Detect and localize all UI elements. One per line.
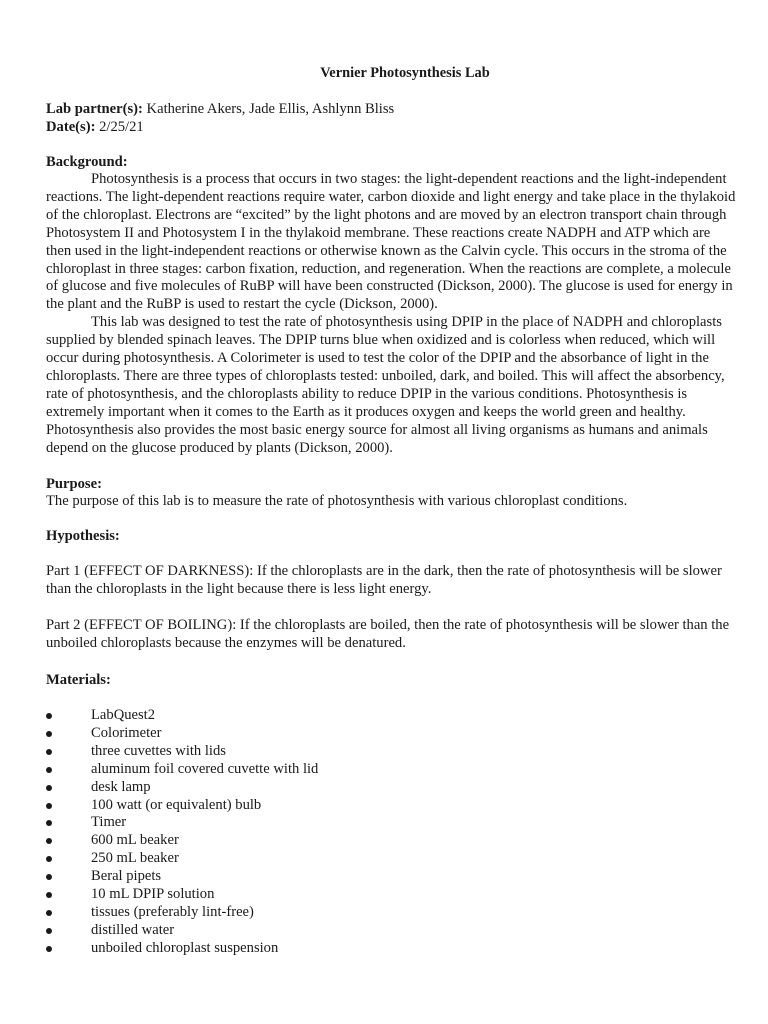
bullet-icon (46, 856, 52, 862)
lab-partners-value: Katherine Akers, Jade Ellis, Ashlynn Bliss (146, 101, 395, 117)
bullet-icon (46, 892, 52, 898)
list-item: 100 watt (or equivalent) bulb (46, 797, 736, 815)
lab-partners-line (46, 100, 736, 118)
background-paragraph-2: This lab was designed to test the rate of photosynthesis using DPIP in the place of NADPH and chloroplasts supplied by blended spinach leaves. The DPIP turns blue when oxidized and is colorless when reduced, which will occur during photosynthesis. A Colorimeter is used to test the color of the DPIP and the absorbance of light in the chloroplasts. There are three types of chloroplasts tested: unboiled, dark, and boiled. This will affect the absorbency, rate of photosynthesis, and the chloroplasts ability to reduce DPIP in the various conditions. Photosynthesis is extremely important when it comes to the Earth as it produces oxygen and keeps the world green and healthy. Photosynthesis also provides the most basic energy source for almost all living organisms as humans and animals depend on the glucose produced by plants (Dickson, 2000). (46, 314, 725, 456)
bullet-icon (46, 874, 52, 880)
background-paragraph-1: Photosynthesis is a process that occurs in two stages: the light-dependent reactions and the light-independent reactions. The light-dependent reactions require water, carbon dioxide and light energy and take place in the thylakoid of the chloroplast. Electrons are “excited” by the light photons and are moved by an electron transport chain through Photosystem II and Photosystem I in the thylakoid membrane. These reactions create NADPH and ATP which are then used in the light-independent reactions or otherwise known as the Calvin cycle. This occurs in the stroma of the chloroplast in three stages: carbon fixation, reduction, and regeneration. When the reactions are complete, a molecule of glucose and five molecules of RuBP will have been constructed (Dickson, 2000). The glucose is used for energy in the plant and the RuBP is used to restart the cycle (Dickson, 2000). (46, 171, 736, 313)
list-item: three cuvettes with lids (46, 743, 736, 761)
list-item: tissues (preferably lint-free) (46, 904, 736, 922)
dates-line (46, 118, 736, 136)
bullet-icon (46, 820, 52, 826)
dates-label: Date(s): (46, 119, 96, 135)
list-item: desk lamp (46, 779, 736, 797)
bullet-icon (46, 785, 52, 791)
purpose-heading: Purpose: (46, 475, 102, 492)
list-item: Timer (46, 814, 736, 832)
background-heading: Background: (46, 154, 128, 170)
hypothesis-part-1: Part 1 (EFFECT OF DARKNESS): If the chloroplasts are in the dark, then the rate of photosynthesis will be slower than the chloroplasts in the light because there is less light energy. (46, 563, 722, 598)
materials-heading: Materials: (46, 672, 111, 689)
lab-partners-label: Lab partner(s): (46, 101, 143, 117)
bullet-icon (46, 803, 52, 809)
list-item: 600 mL beaker (46, 832, 736, 850)
materials-list (46, 707, 736, 958)
list-item: Beral pipets (46, 868, 736, 886)
hypothesis-part-2: Part 2 (EFFECT OF BOILING): If the chloroplasts are boiled, then the rate of photosynthesis will be slower than the unboiled chloroplasts because the enzymes will be denatured. (46, 617, 730, 652)
list-item: 250 mL beaker (46, 850, 736, 868)
list-item: distilled water (46, 922, 736, 940)
bullet-icon (46, 749, 52, 755)
list-item: unboiled chloroplast suspension (46, 940, 736, 958)
document-page (46, 64, 736, 958)
list-item: Colorimeter (46, 725, 736, 743)
purpose-text: The purpose of this lab is to measure the rate of photosynthesis with various chloroplast conditions. (46, 492, 628, 509)
bullet-icon (46, 946, 52, 952)
dates-value: 2/25/21 (99, 119, 144, 135)
bullet-icon (46, 731, 52, 737)
list-item: aluminum foil covered cuvette with lid (46, 761, 736, 779)
bullet-icon (46, 713, 52, 719)
document-title: Vernier Photosynthesis Lab (320, 65, 490, 81)
bullet-icon (46, 838, 52, 844)
bullet-icon (46, 910, 52, 916)
list-item: LabQuest2 (46, 707, 736, 725)
list-item: 10 mL DPIP solution (46, 886, 736, 904)
bullet-icon (46, 767, 52, 773)
hypothesis-heading: Hypothesis: (46, 528, 120, 545)
bullet-icon (46, 928, 52, 934)
